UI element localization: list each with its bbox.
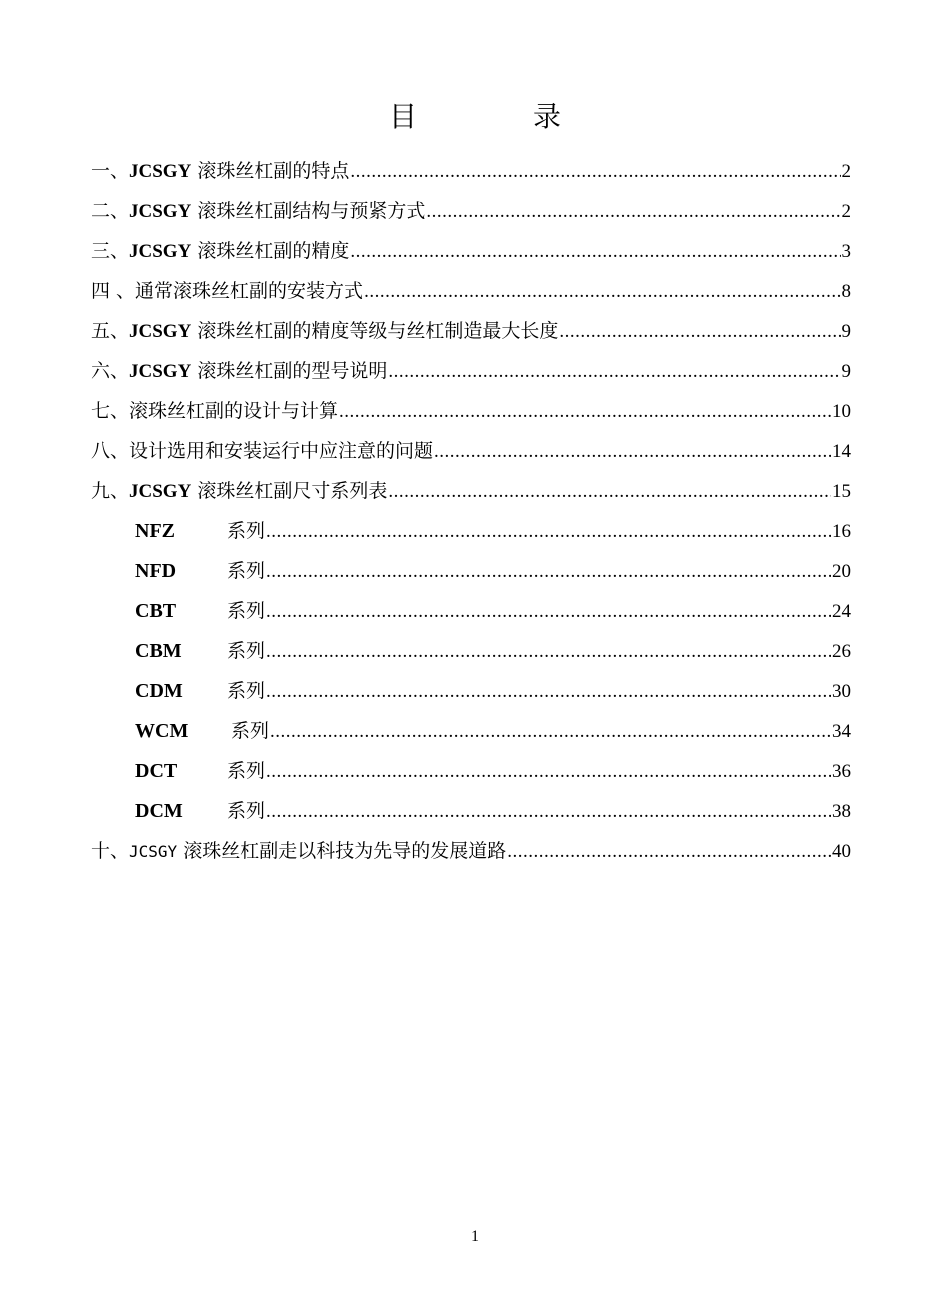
- toc-entry-label: 四 、通常滚珠丝杠副的安装方式: [91, 280, 364, 302]
- toc-entry-label: 八、设计选用和安装运行中应注意的问题: [91, 440, 434, 462]
- toc-entry[interactable]: [91, 351, 851, 391]
- toc-subentry[interactable]: [91, 671, 851, 711]
- dot-leader: [426, 192, 840, 232]
- toc-page-number: 24: [832, 601, 851, 622]
- toc-subentry[interactable]: [91, 791, 851, 831]
- toc-subentry-label: NFD 系列: [135, 560, 266, 582]
- dot-leader: [559, 312, 840, 352]
- page-number: 1: [471, 1228, 479, 1245]
- toc-page-number: 30: [832, 681, 851, 702]
- toc-entry[interactable]: [91, 471, 851, 511]
- toc-subentry[interactable]: [91, 631, 851, 671]
- dot-leader: [388, 472, 831, 512]
- toc-page-number: 2: [841, 161, 851, 182]
- toc-entry[interactable]: [91, 311, 851, 351]
- toc-entry[interactable]: [91, 391, 851, 431]
- toc-subentry-label: NFZ 系列: [135, 520, 266, 542]
- dot-leader: [388, 352, 840, 392]
- toc-page-number: 26: [832, 641, 851, 662]
- toc-entry[interactable]: [91, 231, 851, 271]
- dot-leader: [434, 432, 831, 472]
- dot-leader: [266, 592, 831, 632]
- table-of-contents: [91, 151, 851, 871]
- toc-entry[interactable]: [91, 191, 851, 231]
- toc-page-number: 14: [832, 441, 851, 462]
- dot-leader: [266, 792, 831, 832]
- toc-subentry[interactable]: [91, 591, 851, 631]
- toc-subentry[interactable]: [91, 711, 851, 751]
- toc-entry-label: 五、JCSGY 滚珠丝杠副的精度等级与丝杠制造最大长度: [91, 320, 559, 342]
- toc-subentry-label: CBM 系列: [135, 640, 266, 662]
- toc-entry[interactable]: [91, 831, 851, 871]
- toc-entry-label: 十、JCSGY 滚珠丝杠副走以科技为先导的发展道路: [91, 840, 507, 862]
- toc-page-number: 15: [832, 481, 851, 502]
- dot-leader: [266, 512, 831, 552]
- toc-page-number: 8: [841, 281, 851, 302]
- dot-leader: [266, 752, 831, 792]
- toc-page-number: 9: [841, 321, 851, 342]
- toc-subentry-label: DCT 系列: [135, 760, 266, 782]
- toc-entry[interactable]: [91, 431, 851, 471]
- dot-leader: [350, 232, 840, 272]
- toc-page-number: 2: [841, 201, 851, 222]
- toc-page-number: 38: [832, 801, 851, 822]
- toc-page-number: 16: [832, 521, 851, 542]
- toc-subentry-label: CDM 系列: [135, 680, 266, 702]
- toc-page-number: 3: [841, 241, 851, 262]
- toc-page-number: 34: [832, 721, 851, 742]
- toc-entry[interactable]: [91, 151, 851, 191]
- dot-leader: [339, 392, 831, 432]
- toc-subentry[interactable]: [91, 751, 851, 791]
- toc-subentry-label: WCM 系列: [135, 720, 270, 742]
- toc-page-number: 40: [832, 841, 851, 862]
- toc-page-number: 20: [832, 561, 851, 582]
- toc-page-number: 9: [841, 361, 851, 382]
- dot-leader: [507, 832, 831, 872]
- toc-subentry-label: DCM 系列: [135, 800, 266, 822]
- toc-entry-label: 三、JCSGY 滚珠丝杠副的精度: [91, 240, 350, 262]
- toc-page-number: 36: [832, 761, 851, 782]
- toc-entry-label: 九、JCSGY 滚珠丝杠副尺寸系列表: [91, 480, 388, 502]
- dot-leader: [266, 672, 831, 712]
- toc-page-number: 10: [832, 401, 851, 422]
- toc-entry-label: 一、JCSGY 滚珠丝杠副的特点: [91, 160, 350, 182]
- toc-subentry-label: CBT 系列: [135, 600, 266, 622]
- toc-entry-label: 七、滚珠丝杠副的设计与计算: [91, 400, 339, 422]
- dot-leader: [266, 632, 831, 672]
- toc-entry-label: 六、JCSGY 滚珠丝杠副的型号说明: [91, 360, 388, 382]
- page-title: 目 录: [388, 100, 605, 133]
- dot-leader: [364, 272, 840, 312]
- dot-leader: [266, 552, 831, 592]
- toc-subentry[interactable]: [91, 511, 851, 551]
- dot-leader: [270, 712, 831, 752]
- toc-entry[interactable]: [91, 271, 851, 311]
- toc-entry-label: 二、JCSGY 滚珠丝杠副结构与预紧方式: [91, 200, 426, 222]
- dot-leader: [350, 152, 840, 192]
- toc-subentry[interactable]: [91, 551, 851, 591]
